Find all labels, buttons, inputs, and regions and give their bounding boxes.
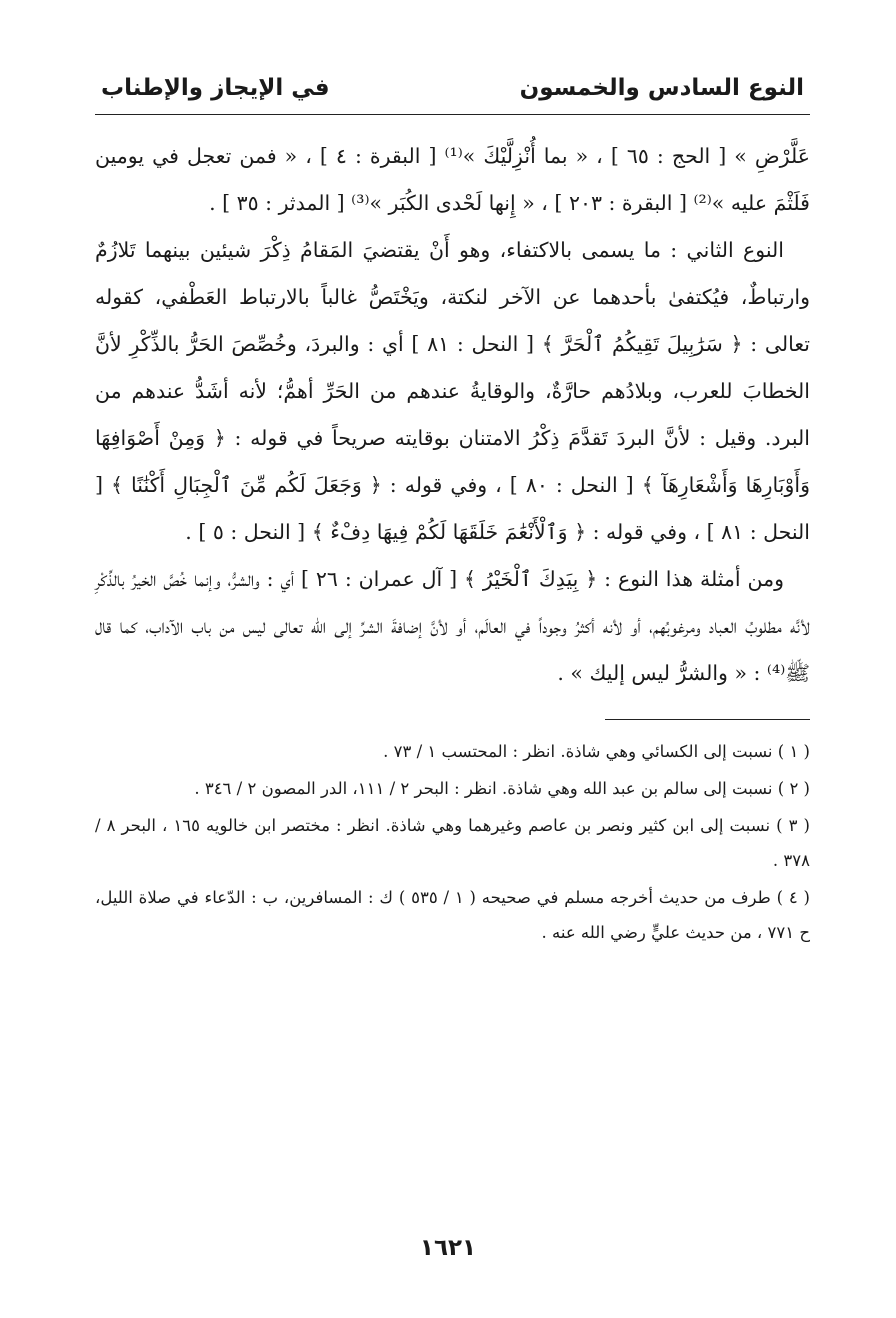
chapter-title: النوع السادس والخمسون [519, 75, 804, 101]
main-text [95, 133, 810, 697]
footnote-rule [605, 719, 810, 720]
header-rule [95, 114, 810, 115]
footnote-1: ( ١ ) نسبت إلى الكسائي وهي شاذة. انظر : المحتسب ١ / ٧٣ . [383, 742, 810, 761]
footnote-4: ( ٤ ) طرف من حديث أخرجه مسلم في صحيحه ( ١ / ٥٣٥ ) ك : المسافرين، ب : الدّعاء في صلاة الليل، ح ٧٧١ ، من حديث عليٍّ رضي الله عنه . [95, 888, 810, 942]
footnote-2: ( ٢ ) نسبت إلى سالم بن عبد الله وهي شاذة. انظر : البحر ٢ / ١١١، الدر المصون ٢ / ٣٤٦ . [194, 779, 810, 798]
footnote-3: ( ٣ ) نسبت إلى ابن كثير ونصر بن عاصم وغيرهما وهي شاذة. انظر : مختصر ابن خالويه ١٦٥ ، البحر ٨ / ٣٧٨ . [95, 816, 810, 870]
footnotes [95, 734, 810, 950]
running-header [95, 62, 810, 114]
book-page [95, 62, 810, 950]
section-title: في الإيجاز والإطناب [101, 75, 330, 101]
paragraph-2: النوع الثاني : ما يسمى بالاكتفاء، وهو أَنْ يقتضيَ المَقامُ ذِكْرَ شيئين بينهما تَلازُمٌ وارتباطٌ، فيُكتفىٰ بأحدهما عن الآخر لنكتة، ويَخْتَصُّ غالباً بالارتباط العَطْفي، كقوله تعالى : ﴿ سَرَٰبِيلَ تَقِيكُمُ ٱلْحَرَّ ﴾ [ النحل : ٨١ ] أي : والبردَ، وخُصِّصَ الحَرُّ بالذِّكْرِ لأنَّ الخطابَ للعرب، وبلادُهم حارَّةٌ، والوقايةُ عندهم من الحَرِّ أهمُّ؛ لأنه أشَدُّ عندهم من البرد. وقيل : لأنَّ البردَ تَقدَّمَ ذِكْرُ الامتنان بوقايته صريحاً في قوله : ﴿ وَمِنْ أَصْوَافِهَا وَأَوْبَارِهَا وَأَشْعَارِهَآ ﴾ [ النحل : ٨٠ ] ، وفي قوله : ﴿ وَجَعَلَ لَكُم مِّنَ ٱلْجِبَالِ أَكْنَٰنًا ﴾ [ النحل : ٨١ ] ، وفي قوله : ﴿ وَٱلْأَنْعَٰمَ خَلَقَهَا لَكُمْ فِيهَا دِفْءٌ ﴾ [ النحل : ٥ ] . [95, 238, 810, 544]
paragraph-1: عَلَّرْضِ » [ الحج : ٦٥ ] ، « بما أُنْزِلَّيْكَ »⁽¹⁾ [ البقرة : ٤ ] ، « فمن تعجل في يومين فَلَثْمَ عليه »⁽²⁾ [ البقرة : ٢٠٣ ] ، « إِنها لَحْدى الكُبَر »⁽³⁾ [ المدثر : ٣٥ ] . [95, 144, 810, 215]
page-number: ١٦٢١ [419, 1235, 477, 1261]
paragraph-3: ومن أمثلة هذا النوع : ﴿ بِيَدِكَ ٱلْخَيْرُ ﴾ [ آل عمران : ٢٦ ] أي : والشرُّ، وإنما خُصَّ الخيرُ بالذِّكْرِ لأنَّه مطلوبُ العباد ومرغوبُهم، أو لأنه أكثرُ وجوداً في العالَم، أو لأنَّ إضافةَ الشرِّ إلى الله تعالى ليس من باب الآداب، كما قال ﷺ⁽⁴⁾ : « والشرُّ ليس إليك » . [95, 567, 810, 685]
